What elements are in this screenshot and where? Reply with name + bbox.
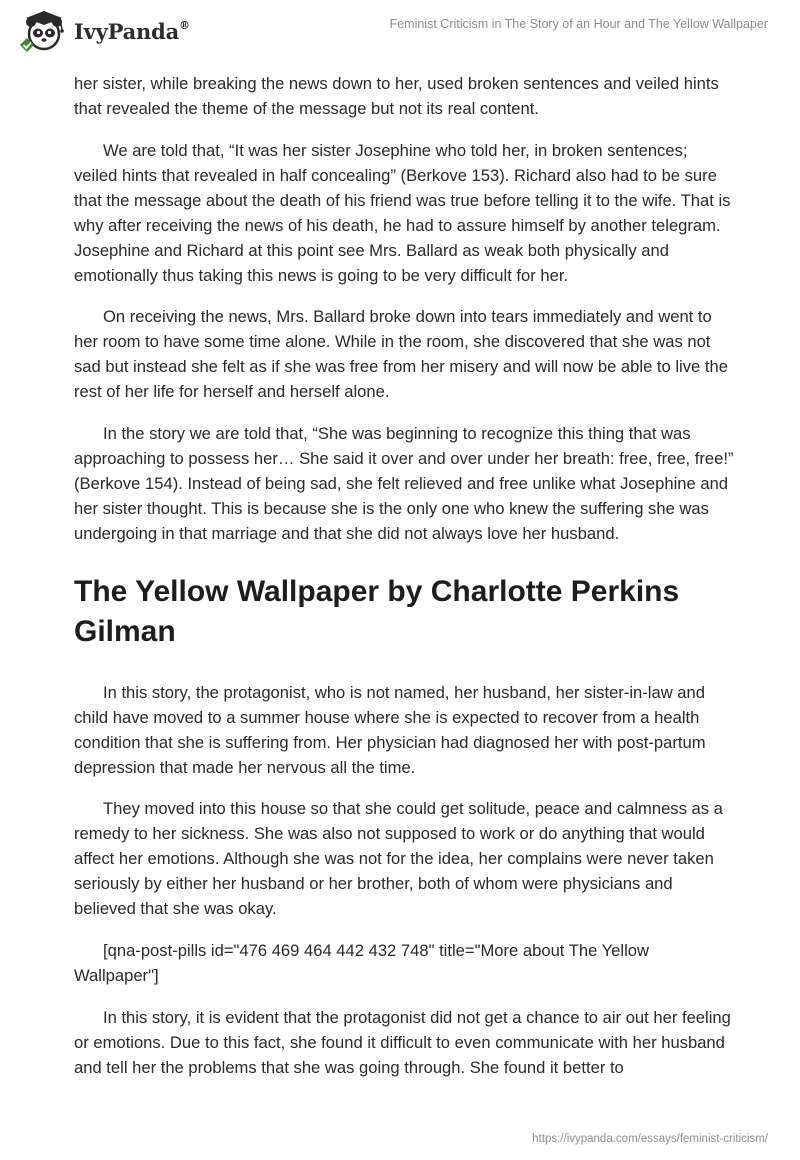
logo[interactable] (18, 8, 190, 54)
paragraph: her sister, while breaking the news down to her, used broken sentences and veiled hints that revealed the theme of the message but not its real content. (74, 74, 719, 118)
article-body (74, 71, 734, 1096)
page-header (0, 0, 800, 66)
section-heading: The Yellow Wallpaper by Charlotte Perkins Gilman (74, 574, 680, 648)
source-url[interactable]: https://ivypanda.com/essays/feminist-criticism/ (532, 1133, 768, 1145)
paragraph: They moved into this house so that she could get solitude, peace and calmness as a remedy to her sickness. She was also not supposed to work or do anything that would affect her emotions. Although she was not for the idea, her complains were never taken seriously by either her husband or her brother, both of whom were physicians and believed that she was okay. (74, 799, 723, 919)
panda-logo-icon (18, 8, 70, 54)
document-title: Feminist Criticism in The Story of an Hour and The Yellow Wallpaper (389, 17, 768, 31)
paragraph: In this story, it is evident that the protagonist did not get a chance to air out her feeling or emotions. Due to this fact, she found it difficult to even communicate with her husband and tell her the problems that she was going through. She found it better to (74, 1007, 731, 1077)
paragraph: In the story we are told that, “She was beginning to recognize this thing that was approaching to possess her… She said it over and over under her breath: free, free, free!” (Berkove 154). Instead of being sad, she felt relieved and free unlike what Josephine and her sister thought. This is because she is the only one who knew the suffering she was undergoing in that marriage and that she did not always love her husband. (74, 423, 734, 543)
registered-mark: ® (179, 18, 190, 32)
shortcode-paragraph: [qna-post-pills id="476 469 464 442 432 748" title="More about The Yellow Wallpaper"] (74, 940, 649, 985)
paragraph: We are told that, “It was her sister Josephine who told her, in broken sentences; veiled hints that revealed in half concealing” (Berkove 153). Richard also had to be sure that the message about the death of his friend was true before telling it to the wife. That is why after receiving the news of his death, he had to assure himself by another telegram. Josephine and Richard at this point see Mrs. Ballard as weak both physically and emotionally thus taking this news is going to be very difficult for her. (74, 140, 731, 285)
paragraph: In this story, the protagonist, who is not named, her husband, her sister-in-law and child have moved to a summer house where she is expected to recover from a health condition that she is suffering from. Her physician had diagnosed her with post-partum depression that made her nervous all the time. (74, 682, 706, 777)
brand-name: IvyPanda® (74, 18, 190, 44)
paragraph: On receiving the news, Mrs. Ballard broke down into tears immediately and went to her room to have some time alone. While in the room, she discovered that she was not sad but instead she felt as if she was free from her misery and will now be able to live the rest of her life for herself and herself alone. (74, 307, 728, 402)
